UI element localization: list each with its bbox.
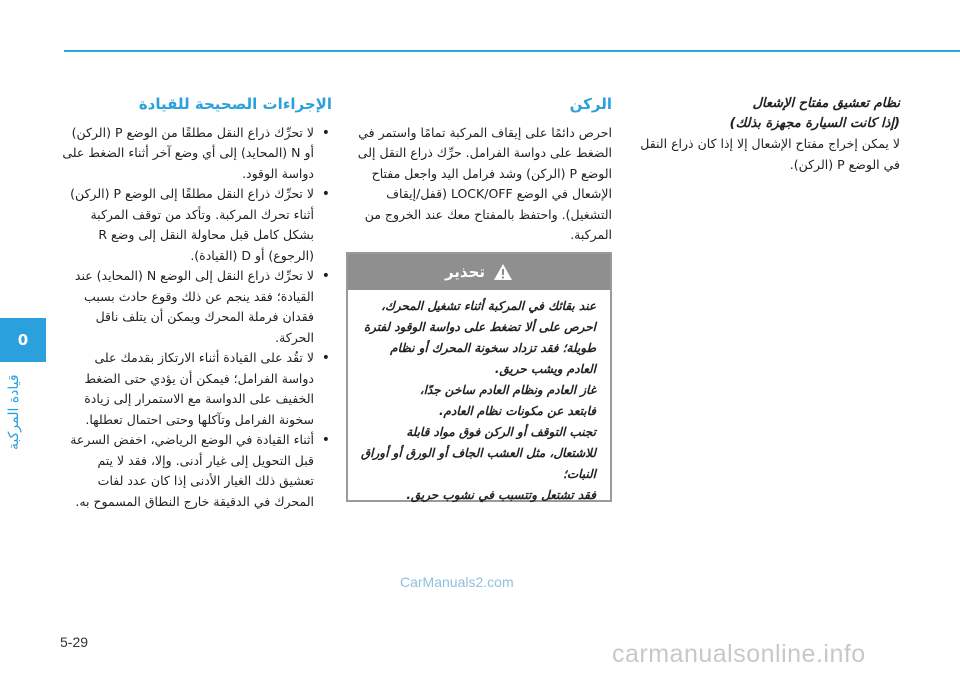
watermark: CarManuals2.com (400, 574, 514, 590)
chapter-label: قيادة المركبة (6, 374, 22, 450)
list-item: • لا تقُد على القيادة أثناء الارتكاز بقدمك على دواسة الفرامل؛ فيمكن أن يؤدي حتى الضغط الخفيف على الدواسة مع الاستمرار إلى زيادة سخونة الفرامل وتآكلها وحتى احتمال تعطلها. (60, 348, 332, 430)
driving-procedures-list (60, 123, 332, 513)
interlock-body: لا يمكن إخراج مفتاح الإشعال إلا إذا كان ذراع النقل في الوضع P (الركن). (640, 136, 900, 172)
interlock-section (634, 94, 900, 175)
top-rule (64, 50, 960, 52)
interlock-heading: نظام تعشيق مفتاح الإشعال (752, 96, 900, 111)
warning-title: تحذير (444, 263, 486, 281)
warning-line: عند بقائك في المركبة أثناء تشغيل المحرك، (381, 299, 596, 313)
list-item: • أثناء القيادة في الوضع الرياضي، اخفض السرعة قبل التحويل إلى غيار أدنى. وإلا، فقد لا يتم تعشيق ذلك الغيار الأدنى إذا كان عدد لفات المحرك في الدقيقة خارج النطاق المسموح به. (60, 430, 332, 512)
interlock-heading-note: (إذا كانت السيارة مجهزة بذلك) (729, 116, 900, 131)
warning-line: فابتعد عن مكونات نظام العادم. (438, 404, 596, 418)
parking-section (346, 94, 612, 246)
page-number: 5-29 (60, 634, 89, 650)
warning-line: فقد تشتعل وتتسبب في نشوب حريق. (406, 488, 596, 502)
warning-line: احرص على ألا تضغط على دواسة الوقود لفترة (363, 320, 596, 334)
warning-line: غاز العادم ونظام العادم ساخن جدًا، (419, 383, 596, 397)
warning-triangle-icon (493, 263, 513, 281)
warning-box (346, 252, 612, 502)
warning-line: للاشتعال، مثل العشب الجاف أو الورق أو أوراق (360, 446, 596, 460)
chapter-number: 0 (17, 331, 29, 349)
warning-header (348, 254, 610, 290)
parking-body: احرص دائمًا على إيقاف المركبة تمامًا واستمر في الضغط على دواسة الفرامل. حرِّك ذراع النقل إلى الوضع P (الركن) وشد فرامل اليد واجعل مفتاح الإشعال في الوضع LOCK/OFF (قفل/إيقاف التشغيل). واحتفظ بالمفتاح معك عند الخروج من المركبة. (357, 124, 612, 242)
list-item: • لا تحرِّك ذراع النقل إلى الوضع N (المحايد) عند القيادة؛ فقد ينجم عن ذلك وقوع حادث بسبب فقدان فرملة المحرك ويمكن أن يتلف ناقل الحركة. (60, 266, 332, 348)
chapter-tab[interactable] (0, 318, 46, 362)
parking-heading: الركن (569, 95, 612, 113)
warning-line: النبات؛ (563, 467, 596, 481)
driving-procedures-section (60, 94, 332, 512)
warning-line: تجنب التوقف أو الركن فوق مواد قابلة (406, 425, 596, 439)
warning-line: العادم ويشب حريق. (494, 362, 596, 376)
warning-body (348, 290, 610, 506)
list-item: • لا تحرِّك ذراع النقل مطلقًا إلى الوضع P (الركن) أثناء تحرك المركبة. وتأكد من توقف المركبة بشكل كامل قبل محاولة النقل إلى وضع R (الرجوع) أو D (القيادة). (60, 184, 332, 266)
warning-line: طويلة؛ فقد تزداد سخونة المحرك أو نظام (390, 341, 596, 355)
footer-site: carmanualsonline.info (612, 640, 866, 668)
driving-procedures-heading: الإجراءات الصحيحة للقيادة (138, 95, 332, 113)
list-item: • لا تحرِّك ذراع النقل مطلقًا من الوضع P (الركن) أو N (المحايد) إلى أي وضع آخر أثناء الضغط على دواسة الوقود. (60, 123, 332, 185)
